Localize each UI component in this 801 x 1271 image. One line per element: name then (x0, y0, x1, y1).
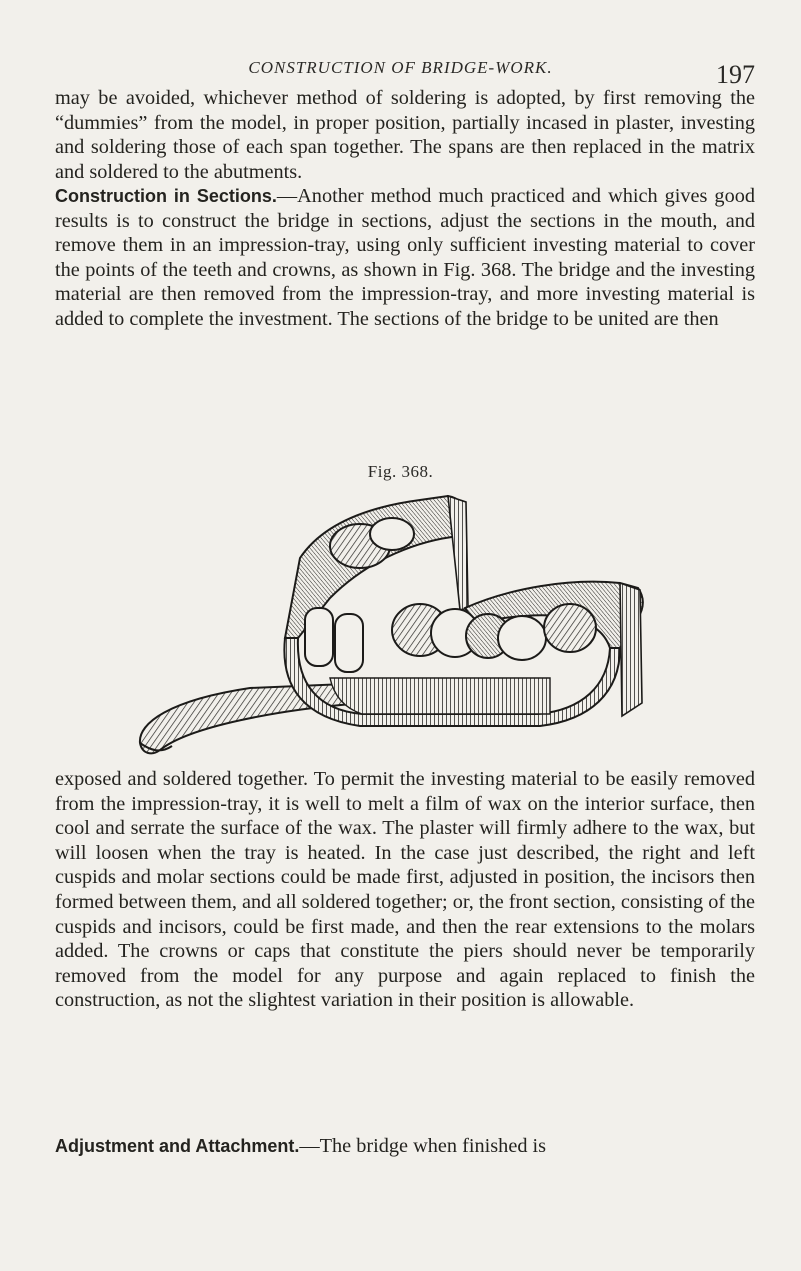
figure-impression-tray (130, 488, 660, 758)
paragraph-3-text: exposed and soldered together. To permit the investing material to be easily removed from the impression-tray, it is well to melt a film of wax on the interior surface, then cool and serrate the surface of the wax. The plaster will firmly adhere to the wax, but will loosen when the tray is heated. In the case just described, the right and left cuspids and molar sections could be made first, adjusted in position, the incisors then formed between them, and all soldered together; or, the front section, consisting of the cuspids and incisors, could be first made, and then the rear extensions to the molars added. The crowns or caps that constitute the piers should never be temporarily removed from the model for any purpose and again replaced to finish the construction, as not the slightest variation in their position is allowable. (55, 768, 755, 1012)
tray-inner-band (330, 678, 550, 714)
paragraph-1-text: may be avoided, whichever method of soldering is adopted, by first removing the “dummies” from the model, in proper position, partially incased in plaster, investing and soldering those of each span together. The spans are then replaced in the matrix and soldered to the abutments. (55, 87, 755, 183)
figure-caption: Fig. 368. (367, 462, 434, 481)
paragraph-construction-in-sections (55, 184, 755, 332)
section-heading-construction: Construction in Sections. (55, 186, 277, 206)
impression-tray-illustration (130, 488, 660, 758)
paragraph-adjustment-and-attachment (55, 1134, 755, 1159)
running-head: CONSTRUCTION OF BRIDGE-WORK. (248, 58, 553, 77)
paragraph-2-text: —Another method much practiced and which gives good results is to construct the bridge in sections, adjust the sections in the mouth, and remove them in an impression-tray, using only sufficient investing material to cover the points of the teeth and crowns, as shown in Fig. 368. The bridge and the investing material are then removed from the impression-tray, and more investing material is added to complete the investment. The sections of the bridge to be united are then (55, 185, 755, 330)
paragraph-4-text: —The bridge when finished is (299, 1135, 547, 1157)
section-heading-adjustment: Adjustment and Attachment. (55, 1136, 300, 1156)
page-number: 197 (716, 60, 755, 89)
paragraph-1 (55, 86, 755, 184)
tray-handle (140, 684, 352, 753)
paragraph-3 (55, 767, 755, 1013)
